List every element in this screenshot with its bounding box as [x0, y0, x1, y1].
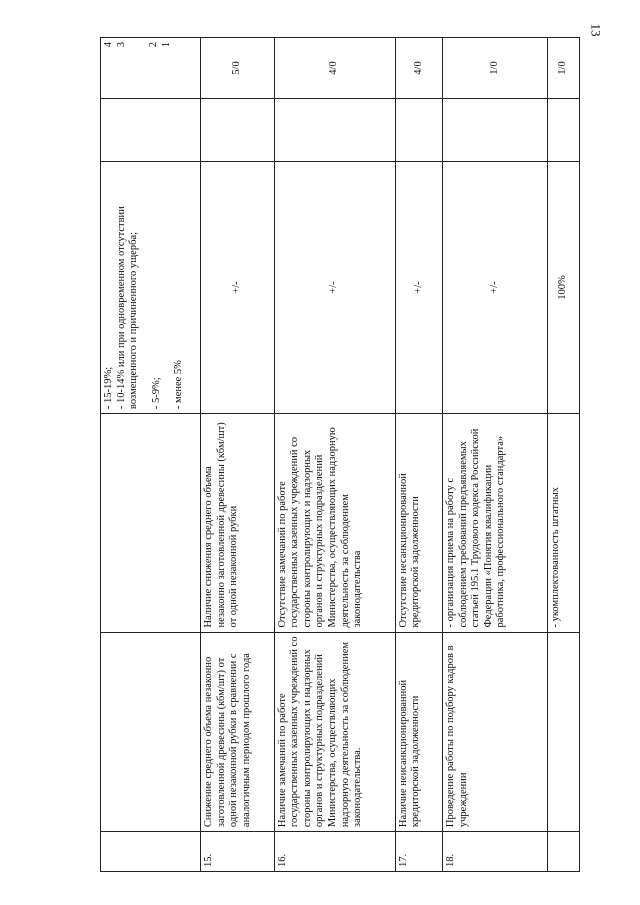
score-cell: 4/0 — [274, 38, 395, 99]
conditions-cell — [101, 161, 201, 413]
indicator-cell: Проведение работы по подбору кадров в учреждении — [443, 632, 548, 832]
extra-cell — [548, 98, 580, 161]
criterion-cell: Отсутствие несанкционированной кредиторской задолженности — [395, 414, 442, 632]
row-number — [548, 832, 580, 872]
row-number: 15. — [201, 832, 275, 872]
row-number: 16. — [274, 832, 395, 872]
indicator-cell: Снижение среднего объема незаконно заготовленной древесины (кбм/шт) от одной незаконной рубки в сравнении с аналогичным периодом прошлого года — [201, 632, 275, 832]
condition-item: - 5-9%; — [150, 377, 162, 410]
value-cell: +/- — [395, 161, 442, 413]
score-value: 1 — [160, 42, 172, 48]
criterion-cell: - организация приема на работу с соблюдением требований предъявляемых статьей 195.1 Трудового кодекса Российской Федерации «Понятия квалификации работника, профессионального стандарта» — [443, 414, 548, 632]
row-number: 17. — [395, 832, 442, 872]
indicator-cell — [548, 632, 580, 832]
condition-item: - 10-14% или при одновременном отсутствии возмещенного и причиненного ущерба; — [115, 206, 140, 410]
row-number: 18. — [443, 832, 548, 872]
table-row — [443, 38, 548, 872]
row-number — [101, 832, 201, 872]
table-row — [395, 38, 442, 872]
score-value: 4 — [103, 42, 114, 48]
score-value: 3 — [115, 42, 127, 48]
table-row — [274, 38, 395, 872]
criterion-cell — [101, 414, 201, 632]
criteria-table — [100, 37, 580, 872]
score-value: 2 — [148, 42, 160, 48]
table-row — [101, 38, 201, 872]
indicator-cell: Наличие замечаний по работе государственных казенных учреждений со стороны контролирующих и надзорных органов и структурных подразделений Министерства, осуществляющих надзорную деятельность за соблюдением законодательства. — [274, 632, 395, 832]
condition-item: - 15-19%; — [103, 366, 114, 410]
table-row — [548, 38, 580, 872]
value-cell: 100% — [548, 161, 580, 413]
score-cell: 5/0 — [201, 38, 275, 99]
page-number: 13 — [588, 23, 604, 37]
table-row — [201, 38, 275, 872]
criterion-cell: - укомплектованность штатных — [548, 414, 580, 632]
extra-cell — [443, 98, 548, 161]
value-cell: +/- — [201, 161, 275, 413]
extra-cell — [274, 98, 395, 161]
criterion-cell: Отсутствие замечаний по работе государственных казенных учреждений со стороны контролирующих и надзорных органов и структурных подразделений Министерства, осуществляющих надзорную деятельность за соблюдением законодательства — [274, 414, 395, 632]
indicator-cell: Наличие неисанкционированной кредиторской задолженности — [395, 632, 442, 832]
extra-cell — [201, 98, 275, 161]
indicator-cell — [101, 632, 201, 832]
score-cell — [101, 38, 201, 99]
value-cell: +/- — [443, 161, 548, 413]
extra-cell — [395, 98, 442, 161]
score-cell: 4/0 — [395, 38, 442, 99]
criterion-cell: Наличие снижения среднего объема незаконно заготовленной древесины (кбм/шт) от одной незаконной рубки — [201, 414, 275, 632]
value-cell: +/- — [274, 161, 395, 413]
rotated-table-page — [100, 37, 580, 872]
score-cell: 1/0 — [443, 38, 548, 99]
score-cell: 1/0 — [548, 38, 580, 99]
condition-item: - менее 5% — [173, 360, 185, 410]
extra-cell — [101, 98, 201, 161]
